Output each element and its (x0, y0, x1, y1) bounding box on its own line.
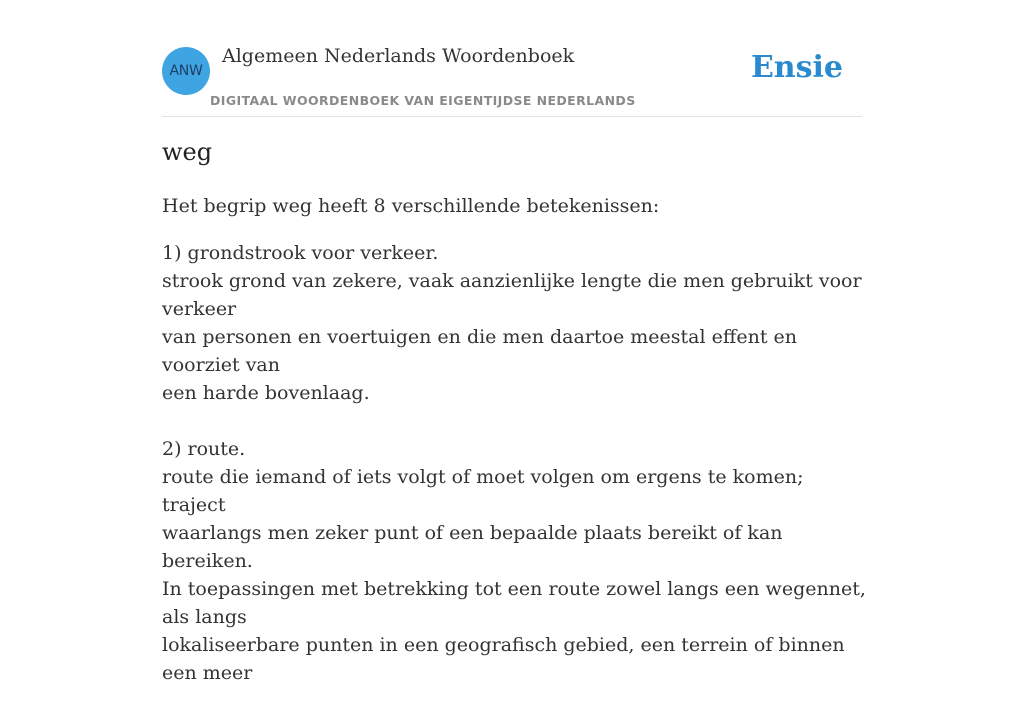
site-header (162, 0, 862, 117)
definition-title: 1) grondstrook voor verkeer. (162, 242, 439, 264)
definition-item (162, 239, 867, 407)
definition-line: van personen en voertuigen en die men daartoe meestal effent en voorziet van (162, 326, 797, 376)
content-container (162, 0, 866, 684)
site-title[interactable]: Algemeen Nederlands Woordenboek (222, 45, 575, 67)
definition-line: een harde bovenlaag. (162, 382, 370, 404)
definition-line: strook grond van zekere, vaak aanzienlijke lengte die men gebruikt voor verkeer (162, 270, 862, 320)
anw-logo[interactable] (162, 47, 210, 95)
definition-title: 2) route. (162, 438, 246, 460)
ensie-brand-link[interactable]: Ensie (750, 50, 843, 85)
definition-item (162, 435, 867, 687)
entry-summary: Het begrip weg heeft 8 verschillende betekenissen: (162, 195, 660, 217)
definition-line: waarlangs men zeker punt of een bepaalde plaats bereikt of kan bereiken. (162, 522, 783, 572)
site-subtitle: DIGITAAL WOORDENBOEK VAN EIGENTIJDSE NEDERLANDS (210, 93, 636, 108)
entry-headword: weg (162, 138, 213, 166)
definitions-list (162, 239, 867, 715)
definition-line: In toepassingen met betrekking tot een route zowel langs een wegennet, als langs (162, 578, 866, 628)
definition-line: route die iemand of iets volgt of moet volgen om ergens te komen; traject (162, 466, 804, 516)
logo-text: ANW (169, 63, 203, 79)
definition-line: lokaliseerbare punten in een geografisch gebied, een terrein of binnen een meer (162, 634, 845, 684)
